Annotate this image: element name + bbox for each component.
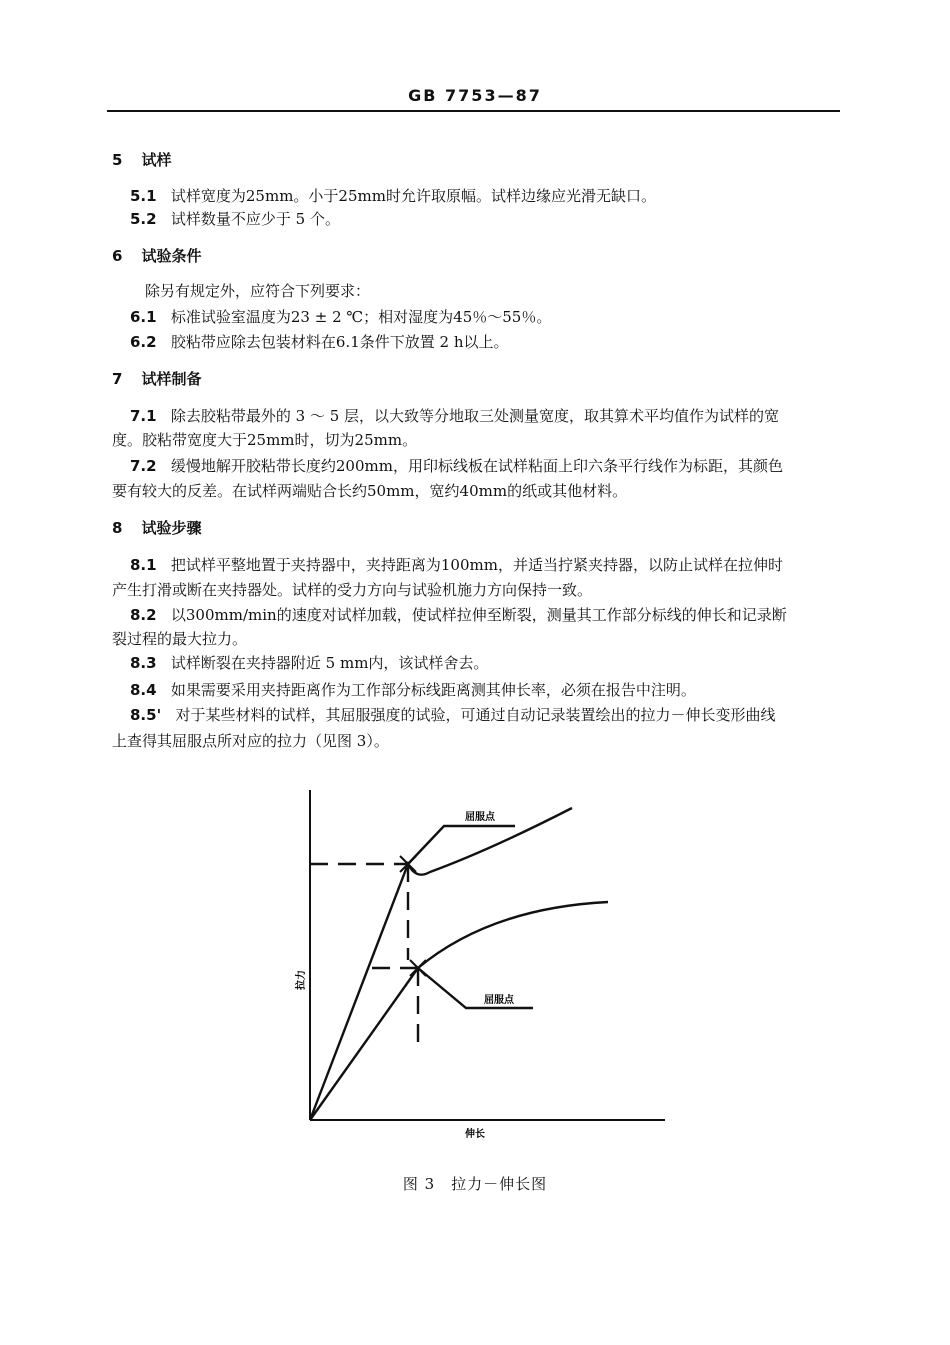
- clause-number: 8.4: [130, 681, 157, 699]
- section-5-heading: [112, 150, 857, 170]
- clause-text: 除去胶粘带最外的 3 ～ 5 层，以大致等分地取三处测量宽度，取其算术平均值作为试样的宽: [170, 407, 780, 425]
- yield-label-lower: 屈服点: [484, 995, 514, 1006]
- x-axis-label: 伸长: [465, 1129, 485, 1140]
- section-title: 试验条件: [141, 247, 202, 265]
- standard-header: GB 7753—87: [408, 86, 542, 105]
- clause-number: 8.3: [130, 654, 157, 672]
- clause-8-5-line-1: [130, 705, 875, 725]
- yield-leader-upper: [408, 826, 515, 864]
- clause-5-2: [130, 209, 875, 229]
- yield-label-upper: 屈服点: [465, 812, 495, 823]
- figure-caption: 图 3 拉力－伸长图: [402, 1175, 548, 1193]
- section-number: 8: [112, 519, 123, 537]
- section-title: 试验步骤: [141, 519, 202, 537]
- clause-number: 5.1: [130, 187, 157, 205]
- clause-number: 7.1: [130, 407, 157, 425]
- clause-number: 8.1: [130, 556, 157, 574]
- clause-8-1-line-1: [130, 555, 875, 575]
- clause-5-1: [130, 186, 875, 206]
- yield-leader-lower: [418, 968, 533, 1008]
- clause-text: 试样断裂在夹持器附近 5 mm内，该试样舍去。: [170, 654, 489, 672]
- clause-text: 缓慢地解开胶粘带长度约200mm，用印标线板在试样粘面上印六条平行线作为标距，其颜色: [170, 457, 783, 475]
- clause-text: 对于某些材料的试样，其屈服强度的试验，可通过自动记录装置绘出的拉力－伸长变形曲线: [175, 706, 776, 724]
- section-title: 试样: [141, 151, 172, 169]
- clause-8-3: [130, 653, 875, 673]
- section-7-heading: [112, 369, 857, 389]
- upper-curve: [310, 808, 572, 1120]
- clause-text: 标准试验室温度为23 ± 2 ℃；相对湿度为45％～55％。: [170, 308, 552, 326]
- clause-7-2-line-2: 要有较大的反差。在试样两端贴合长约50mm，宽约40mm的纸或其他材料。: [112, 482, 628, 500]
- figure-3: [290, 780, 670, 1159]
- section-title: 试样制备: [141, 370, 202, 388]
- clause-text: 如果需要采用夹持距离作为工作部分标线距离测其伸长率，必须在报告中注明。: [170, 681, 696, 699]
- clause-7-1-line-1: [130, 406, 852, 426]
- clause-7-1-line-2: 度。胶粘带宽度大于25mm时，切为25mm。: [112, 431, 418, 449]
- header-rule: [107, 110, 840, 112]
- clause-number: 7.2: [130, 457, 157, 475]
- lower-curve: [310, 902, 608, 1120]
- clause-text: 试样宽度为25mm。小于25mm时允许取原幅。试样边缘应光滑无缺口。: [170, 187, 656, 205]
- force-elongation-diagram: [290, 780, 670, 1155]
- section-number: 6: [112, 247, 123, 265]
- clause-8-2-line-1: [130, 605, 875, 625]
- clause-8-5-line-2: 上查得其屈服点所对应的拉力（见图 3）。: [112, 732, 389, 750]
- section-6-heading: [112, 246, 857, 266]
- section-8-heading: [112, 518, 857, 538]
- clause-number: 8.5': [130, 706, 162, 724]
- clause-7-2-line-1: [130, 456, 875, 476]
- clause-8-4: [130, 680, 875, 700]
- clause-number: 6.1: [130, 308, 157, 326]
- clause-number: 8.2: [130, 606, 157, 624]
- y-axis-label: 拉力: [296, 970, 307, 990]
- clause-8-2-line-2: 裂过程的最大拉力。: [112, 630, 248, 648]
- section-number: 7: [112, 370, 123, 388]
- section-6-intro: 除另有规定外，应符合下列要求：: [145, 282, 371, 300]
- section-number: 5: [112, 151, 123, 169]
- clause-text: 试样数量不应少于 5 个。: [170, 210, 340, 228]
- clause-6-2: [130, 332, 875, 352]
- clause-6-1: [130, 307, 875, 327]
- clause-text: 胶粘带应除去包装材料在6.1条件下放置 2 h以上。: [170, 333, 509, 351]
- clause-text: 以300mm/min的速度对试样加载，使试样拉伸至断裂，测量其工作部分标线的伸长和记录断: [170, 606, 787, 624]
- clause-number: 6.2: [130, 333, 157, 351]
- clause-8-1-line-2: 产生打滑或断在夹持器处。试样的受力方向与试验机施力方向保持一致。: [112, 581, 593, 599]
- clause-text: 把试样平整地置于夹持器中，夹持距离为100mm，并适当拧紧夹持器，以防止试样在拉伸时: [170, 556, 783, 574]
- clause-number: 5.2: [130, 210, 157, 228]
